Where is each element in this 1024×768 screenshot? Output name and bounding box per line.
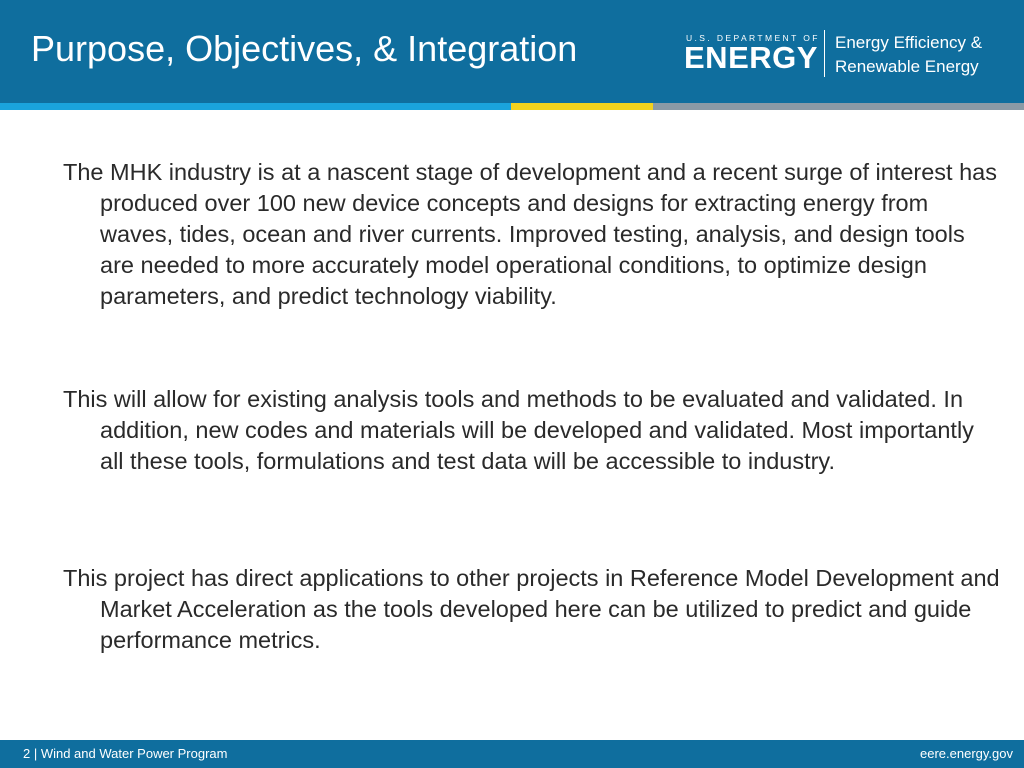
stripe-yellow (511, 103, 653, 110)
footer-program: 2 | Wind and Water Power Program (23, 746, 228, 761)
logo-office-line1: Energy Efficiency & (835, 33, 983, 52)
footer-website: eere.energy.gov (920, 746, 1013, 761)
stripe-blue (0, 103, 511, 110)
paragraph-1: The MHK industry is at a nascent stage of development and a recent surge of interest has produced over 100 new device concepts and designs for extracting energy from waves, tides, ocean and river currents. Improved testing, analysis, and design tools are needed to more accurately model operational conditions, to optimize design parameters, and predict technology viability. (63, 159, 997, 309)
logo-department-small: U.S. DEPARTMENT OF (686, 33, 820, 43)
paragraph-2: This will allow for existing analysis tools and methods to be evaluated and validated. In addition, new codes and materials will be developed and validated. Most importantly all these tools, formulations and test data will be accessible to industry. (63, 386, 974, 474)
accent-stripes (0, 103, 1024, 110)
logo-office-line2: Renewable Energy (835, 57, 979, 76)
paragraph-3: This project has direct applications to other projects in Reference Model Development and Market Acceleration as the tools developed here can be utilized to predict and guide performance metrics. (63, 565, 1000, 653)
header-bar (0, 0, 1024, 103)
doe-eere-logo (684, 30, 1004, 82)
logo-divider (824, 30, 825, 77)
stripe-gray (653, 103, 1024, 110)
logo-department-big: ENERGY (684, 40, 818, 75)
slide-title: Purpose, Objectives, & Integration (31, 28, 578, 69)
footer-bar (0, 740, 1024, 768)
